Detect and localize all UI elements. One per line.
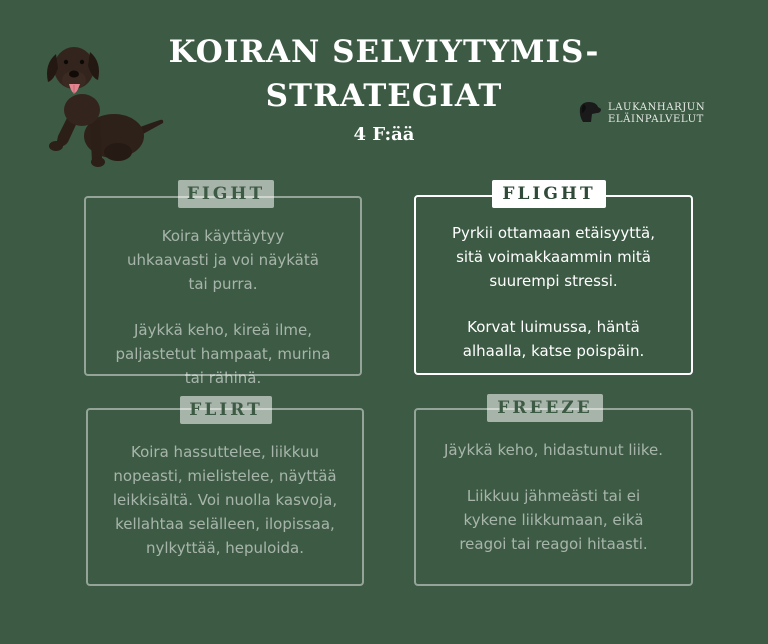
brand-name-line-2: ELÄINPALVELUT bbox=[608, 114, 704, 125]
brand-name-line-1: LAUKANHARJUN bbox=[608, 102, 706, 113]
fight-card bbox=[84, 196, 362, 387]
fight-label: FIGHT bbox=[178, 180, 274, 208]
dog-head-silhouette-icon bbox=[576, 100, 602, 128]
flight-card bbox=[414, 195, 693, 375]
flirt-label: FLIRT bbox=[180, 396, 272, 424]
freeze-card bbox=[414, 408, 693, 586]
freeze-label: FREEZE bbox=[487, 394, 603, 422]
title-line-1: KOIRAN SELVIYTYMIS- bbox=[168, 34, 600, 70]
fight-signs: Jäykkä keho, kireä ilme, paljastetut hampaat, murina tai rähinä. bbox=[115, 321, 331, 387]
dog-photo bbox=[36, 38, 166, 174]
fight-description: Koira käyttäytyy uhkaavasti ja voi näykätä tai purra. bbox=[127, 227, 319, 293]
title-line-2: STRATEGIAT bbox=[265, 78, 503, 114]
flight-label: FLIGHT bbox=[492, 180, 606, 208]
flirt-card bbox=[86, 408, 364, 586]
flirt-description: Koira hassuttelee, liikkuu nopeasti, mielistelee, näyttää leikkisältä. Voi nuolla kasvoja, kellahtaa selälleen, ilopissaa, nylkyttää, hepuloida. bbox=[112, 443, 338, 557]
page-subtitle: 4 F:ää bbox=[353, 124, 415, 145]
freeze-signs: Liikkuu jähmeästi tai ei kykene liikkumaan, eikä reagoi tai reagoi hitaasti. bbox=[459, 487, 648, 553]
brand-logo bbox=[576, 100, 705, 128]
flight-signs: Korvat luimussa, häntä alhaalla, katse poispäin. bbox=[462, 318, 645, 360]
page-title bbox=[150, 30, 618, 118]
freeze-description: Jäykkä keho, hidastunut liike. bbox=[443, 441, 664, 459]
flight-description: Pyrkii ottamaan etäisyyttä, sitä voimakkaammin mitä suurempi stressi. bbox=[451, 224, 656, 290]
